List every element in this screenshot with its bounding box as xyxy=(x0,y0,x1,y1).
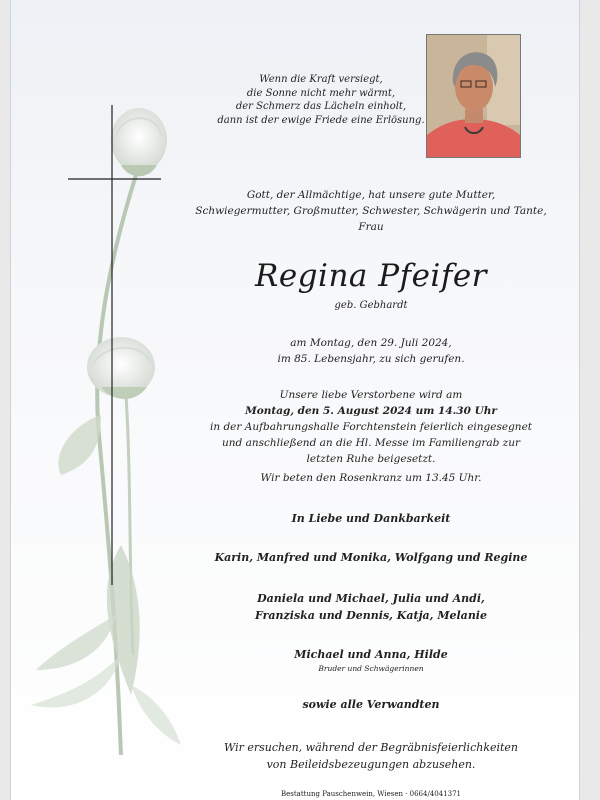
grandchildren-names xyxy=(181,590,561,624)
siblings-names: Michael und Anna, Hilde xyxy=(294,648,448,661)
intro-line: Frau xyxy=(358,221,384,233)
funeral-line: in der Aufbahrungshalle Forchtenstein feierlich eingesegnet xyxy=(209,421,533,433)
request-line: Wir ersuchen, während der Begräbnisfeierlichkeiten xyxy=(223,741,519,754)
intro-line: Gott, der Allmächtige, hat unsere gute Mutter, xyxy=(246,189,496,201)
grandchildren-line: Franziska und Dennis, Katja, Melanie xyxy=(254,609,487,622)
birth-name: geb. Gebhardt xyxy=(334,300,408,311)
poem-line: dann ist der ewige Friede eine Erlösung. xyxy=(217,114,425,126)
death-line: am Montag, den 29. Juli 2024, xyxy=(290,337,452,349)
white-roses-image xyxy=(21,95,191,775)
deceased-name: Regina Pfeifer xyxy=(255,258,487,294)
poem xyxy=(211,73,431,127)
funeral-line: und anschließend an die Hl. Messe im Familiengrab zur xyxy=(222,437,520,449)
death-date-text xyxy=(181,335,561,367)
poem-line: der Schmerz das Lächeln einholt, xyxy=(235,101,407,113)
request-line: von Beileidsbezeugungen abzusehen. xyxy=(266,758,476,771)
thanks-text: In Liebe und Dankbarkeit xyxy=(291,512,451,525)
rosary-text: Wir beten den Rosenkranz um 13.45 Uhr. xyxy=(260,472,482,484)
poem-line: Wenn die Kraft versiegt, xyxy=(259,74,383,85)
funeral-home-footer: Bestattung Pauschenwein, Wiesen · 0664/4041371 xyxy=(280,790,461,798)
funeral-line: Unsere liebe Verstorbene wird am xyxy=(279,389,463,401)
relatives-text: sowie alle Verwandten xyxy=(302,698,440,711)
funeral-date-time-text: Montag, den 5. August 2024 um 14.30 Uhr xyxy=(245,405,497,417)
condolence-request xyxy=(181,739,561,773)
grandchildren-line: Daniela und Michael, Julia und Andi, xyxy=(257,592,485,605)
funeral-date-time xyxy=(181,403,561,419)
poem-line: die Sonne nicht mehr wärmt, xyxy=(246,87,396,99)
children-names: Karin, Manfred und Monika, Wolfgang und Regine xyxy=(214,551,528,564)
portrait-photo xyxy=(426,34,521,158)
obituary-card xyxy=(10,0,580,800)
funeral-details xyxy=(181,387,561,467)
intro-line: Schwiegermutter, Großmutter, Schwester, Schwägerin und Tante, xyxy=(195,205,547,217)
intro-text xyxy=(186,187,556,235)
funeral-line: letzten Ruhe beigesetzt. xyxy=(306,453,436,465)
death-line: im 85. Lebensjahr, zu sich gerufen. xyxy=(277,353,465,365)
siblings-note: Bruder und Schwägerinnen xyxy=(318,664,424,673)
